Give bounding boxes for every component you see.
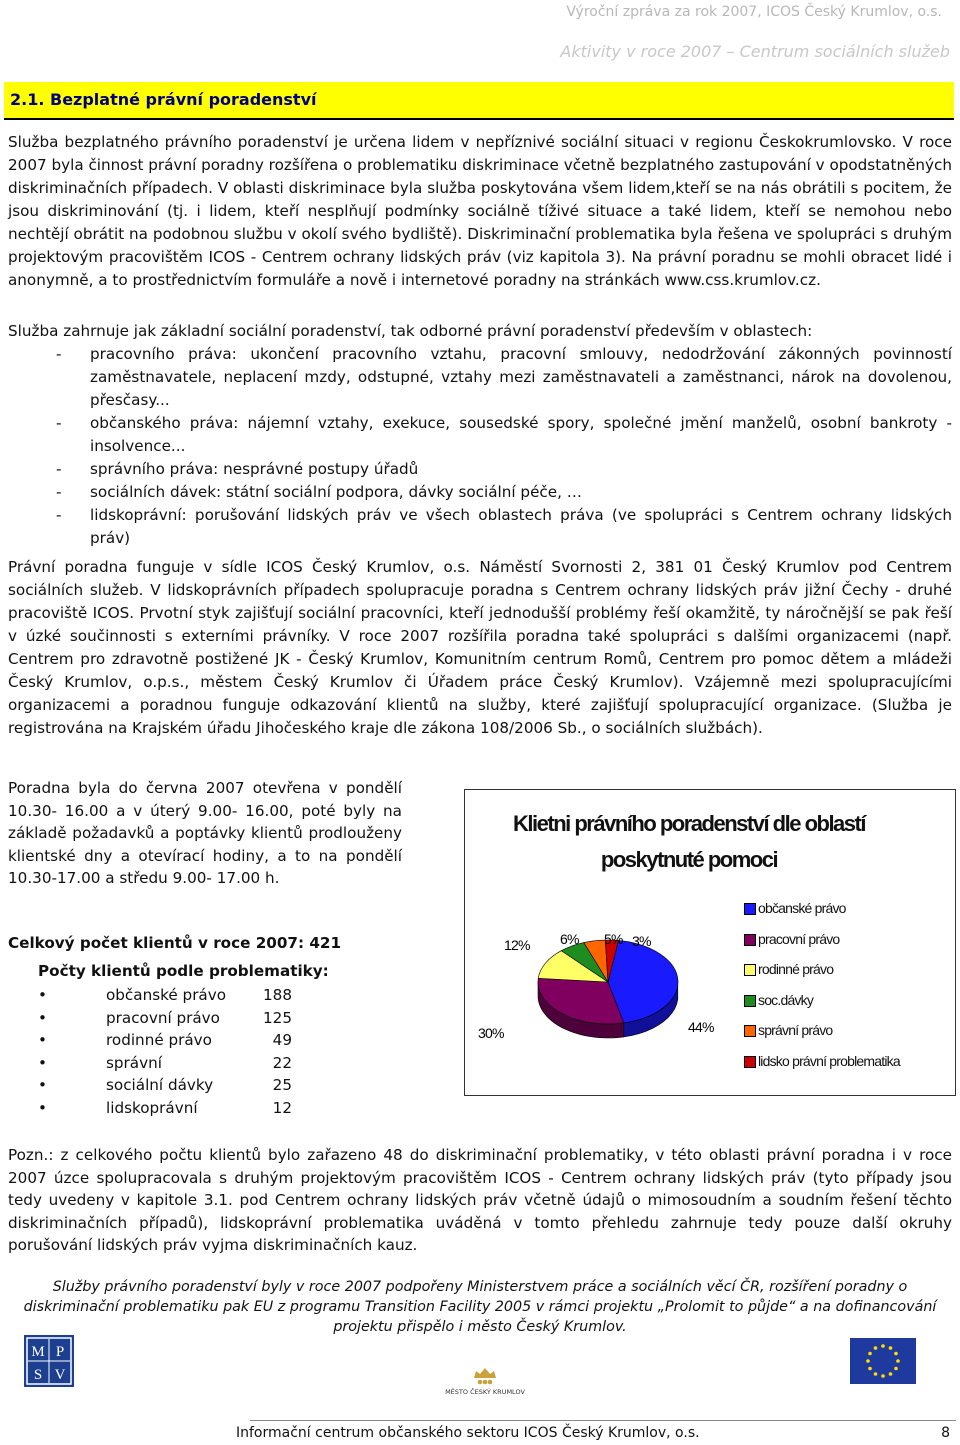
list-item: - občanského práva: nájemní vztahy, exekuce, sousedské spory, společné jmění manželů, osobní bankroty - insolvence... — [8, 412, 952, 458]
intro-text-2: V oblasti diskriminace byla služba poskytována všem lidem,kteří se na nás obrátili s pocitem, že jsou diskriminování (tj. — [8, 179, 953, 220]
bullet-icon: • — [38, 986, 47, 1004]
list-item: - sociálních dávek: státní sociální podpora, dávky sociální péče, … — [8, 481, 952, 504]
city-logo — [440, 1366, 530, 1396]
services-lead: Služba zahrnuje jak základní sociální poradenství, tak odborné právní poradenství především v oblastech: — [8, 322, 813, 340]
list-item: • rodinné právo 49 — [38, 1029, 292, 1052]
chart-title: Klietni právního poradenství dle oblastí poskytnuté pomoci — [513, 811, 865, 872]
legend-label: občanské právo — [758, 900, 846, 916]
funding-statement: Služby právního poradenství byly v roce 2007 podpořeny Ministerstvem práce a sociálních věcí ČR, rozšíření poradny o diskriminační problematiku pak EU z programu Transition Facility 2005 v rámci projektu „Prolomit to půjde“ a na dofinancování projektu přispělo i město Český Krumlov. — [23, 1279, 937, 1335]
bullet-icon: • — [38, 1098, 47, 1117]
city-logo-text: MĚSTO ČESKÝ KRUMLOV — [445, 1388, 525, 1396]
star-icon — [881, 1344, 885, 1348]
intro-text-4: Diskriminační problematika byla řešena ve spolupráci s druhým projektovým pracovištěm ICOS - Centrem ochrany lidských práv (viz kapitola 3). — [8, 225, 953, 266]
legend-swatch — [744, 964, 756, 976]
star-icon — [868, 1367, 872, 1371]
legend-label: rodinné právo — [758, 961, 834, 977]
star-icon — [894, 1367, 898, 1371]
services-block — [8, 320, 952, 550]
legend-swatch — [744, 903, 756, 915]
star-icon — [889, 1346, 893, 1350]
intro-paragraph — [8, 131, 952, 292]
star-icon — [896, 1359, 900, 1363]
legend-label: lidsko právní problematika — [758, 1052, 900, 1069]
footer-divider — [250, 1420, 956, 1421]
list-item: • pracovní právo 125 — [38, 1007, 292, 1030]
note-paragraph: Pozn.: z celkového počtu klientů bylo zařazeno 48 do diskriminační problematiky, v této oblasti právní poradna i v roce 2007 úzce spolupracovala s druhým projektovým pracovištěm ICOS - Centrem ochrany lidských práv (tyto případy jsou tedy uvedeny v kapitole 3.1. pod Centrem ochrany lidských práv včetně údajů o mimosoudním a soudním řešení těchto diskriminačních případů), lidskoprávní problematika uváděná v tomto přehledu zahrnuje tedy pouze další okruhy porušování lidských práv vyjma diskriminačních kauz. — [8, 1146, 952, 1254]
section-title: 2.1. Bezplatné právní poradenství — [10, 90, 317, 109]
pie-data-label: 3% — [632, 933, 651, 949]
list-item: • správní 22 — [38, 1052, 292, 1075]
pie-data-label: 6% — [560, 931, 579, 947]
section-heading-bar — [4, 82, 954, 120]
pie-chart — [470, 920, 740, 1080]
legend-label: správní právo — [758, 1022, 833, 1038]
total-clients: Celkový počet klientů v roce 2007: 421 — [8, 934, 342, 952]
pie-data-label: 12% — [504, 937, 530, 953]
list-item: • občanské právo 188 — [38, 984, 292, 1007]
bullet-icon: • — [38, 1031, 47, 1049]
intro-text-5: Na právní poradnu se mohli obracet lidé i anonymně, a to prostřednictvím formuláře a nově i internetové poradny na stránkách www.css.krumlov.cz. — [8, 248, 953, 289]
legend-swatch — [744, 934, 756, 946]
list-item: • sociální dávky 25 — [38, 1074, 292, 1097]
eu-flag-logo — [850, 1338, 916, 1384]
location-paragraph: Právní poradna funguje v sídle ICOS Český Krumlov, o.s. Náměstí Svornosti 2, 381 01 Český Krumlov pod Centrem sociálních služeb. V lidskoprávních případech spolupracuje poradna s Centrem ochrany lidských práv jižní Čechy - druhé pracoviště ICOS. Prvotní styk zajišťují sociální pracovníci, kteří jednodušší problémy řeší okamžitě, ty náročnější se pak řeší v úzké součinnosti s externími právníky. V roce 2007 rozšířila poradna také spolupráci s dalšími organizacemi (např. Centrem pro zdravotně postižené JK - Český Krumlov, Komunitním centrum Romů, Centrem pro pomoc dětem a mládeži Český Krumlov, o.p.s., městem Český Krumlov či Úřadem práce Český Krumlov). Vzájemně mezi spolupracujícími organizacemi a poradnou funguje odkazování klientů na služby, které zajišťují spolupracující organizace. (Služba je registrována na Krajském úřadu Jihočeského kraje dle zákona 108/2006 Sb., o sociálních službách). — [8, 558, 952, 737]
star-icon — [881, 1374, 885, 1378]
page-number: 8 — [941, 1425, 950, 1441]
section-path-header: Aktivity v roce 2007 – Centrum sociálních služeb — [560, 42, 950, 61]
svg-text:V: V — [54, 1367, 66, 1383]
svg-text:P: P — [55, 1344, 65, 1360]
list-item: - lidskoprávní: porušování lidských práv ve všech oblastech práva (ve spolupráci s Centrem ochrany lidských práv) — [8, 504, 952, 550]
pie-data-label: 30% — [478, 1025, 504, 1041]
pie-data-label: 5% — [604, 931, 623, 947]
clients-by-topic-heading: Počty klientů podle problematiky: — [38, 962, 329, 980]
report-header: Výroční zpráva za rok 2007, ICOS Český Krumlov, o.s. — [566, 4, 942, 20]
star-icon — [889, 1372, 893, 1376]
star-icon — [874, 1372, 878, 1376]
svg-text:M: M — [31, 1344, 45, 1360]
services-list — [8, 343, 952, 550]
legend-swatch — [744, 1025, 756, 1037]
list-item: - správního práva: nesprávné postupy úřadů — [8, 458, 952, 481]
svg-text:S: S — [33, 1367, 43, 1383]
legend-label: soc.dávky — [758, 991, 814, 1008]
legend-swatch — [744, 995, 756, 1007]
legend-label: pracovní právo — [758, 930, 840, 947]
legend-swatch — [744, 1056, 756, 1068]
list-item: • lidskoprávní 12 — [38, 1097, 292, 1120]
bullet-icon: • — [38, 1076, 47, 1094]
star-icon — [866, 1359, 870, 1363]
list-item: - pracovního práva: ukončení pracovního vztahu, pracovní smlouvy, nedodržování zákonných povinností zaměstnavatele, neplacení mzdy, odstupné, vztahy mezi zaměstnavateli a zaměstnanci, nárok na dovolenou, přesčasy... — [8, 343, 952, 412]
footer-text: Informační centrum občanského sektoru ICOS Český Krumlov, o.s. — [236, 1425, 700, 1441]
intro-text-1: Služba bezplatného právního poradenství je určena lidem v nepříznivé sociální situaci v regionu Českokrumlovsko. V roce 2007 byla činnost právní poradny rozšířena o problematiku diskriminace včetně bezplatného zastupování v opodstatněných diskriminačních případech. — [8, 133, 952, 197]
hours-paragraph: Poradna byla do června 2007 otevřena v pondělí 10.30- 16.00 a v úterý 9.00- 16.00, poté byly na základě požadavků a poptávky klientů prodlouženy klientské dny a otevírací hodiny, a to na pondělí 10.30-17.00 a středu 9.00- 17.00 h. — [8, 779, 402, 887]
star-icon — [868, 1352, 872, 1356]
star-icon — [874, 1346, 878, 1350]
bullet-icon: • — [38, 1008, 47, 1027]
star-icon — [894, 1352, 898, 1356]
clients-by-topic-list — [38, 984, 292, 1119]
pie-data-label: 44% — [688, 1019, 714, 1035]
bullet-icon: • — [38, 1053, 47, 1072]
mpsv-logo — [24, 1335, 74, 1387]
intro-text-3: i lidem, kteří nesplňují podmínky sociálně tíživé situace a také lidem, kteří se nemohou nebo nechtějí obrátit na podobnou službu v okolí svého bydliště). — [8, 202, 953, 243]
